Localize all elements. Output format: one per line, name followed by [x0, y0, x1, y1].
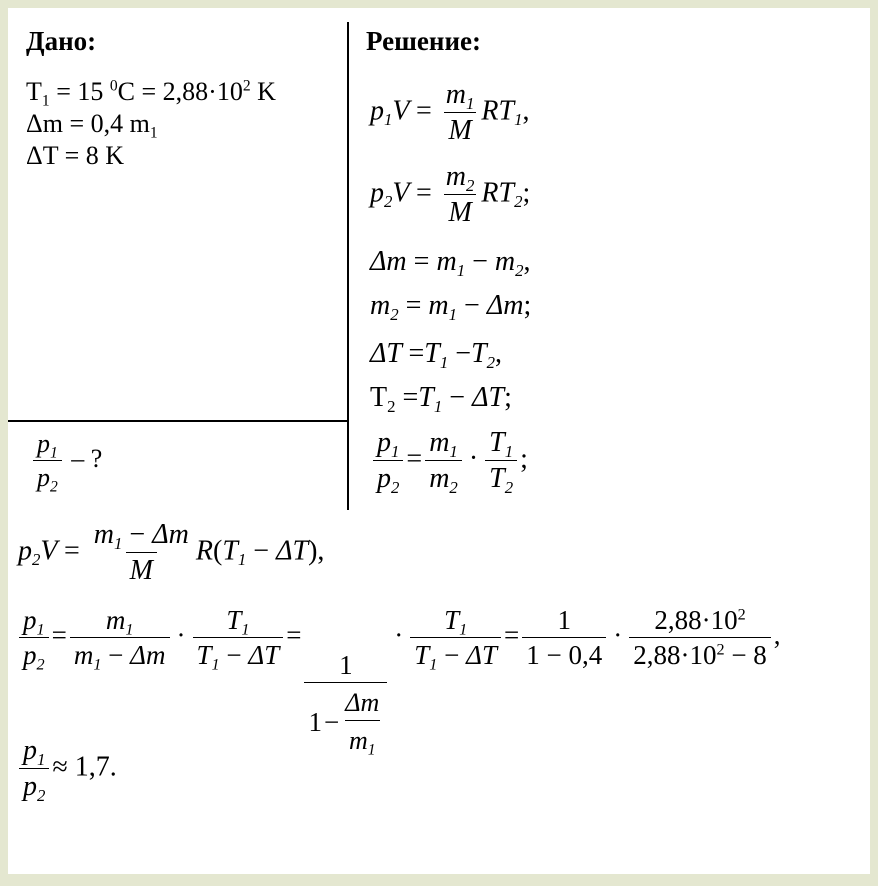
equation-7: $\frac{p_1}{p_2}$ = $\frac{m_1}{m_2}$ · $\frac{T_1}{T_2}$ ;	[370, 428, 528, 494]
equation-8: $p_2V$ = $\frac{m_1 - \Delta m}{M}$ $R(T_1 - \Delta T)$,	[18, 519, 325, 587]
answer: $\frac{p_1}{p_2}$ ≈ 1,7.	[16, 736, 117, 802]
equation-9: $\frac{p_1}{p_2}$ = $\frac{m_1}{m_1 - \Delta m}$ · $\frac{T_1}{T_1 - \Delta T}$ = 1 1 − $\frac{\Delta m}{m_1}$ · $\frac{T_1}{T_1 - \Delta T}$ = $\frac{1}{1 - 0,4}$ · $\frac{2,88\cdot 10^2}{2,88\cdot 10^2 - 8}$ ,	[16, 606, 781, 754]
given-title: Дано:	[26, 26, 97, 56]
problem-sheet	[8, 8, 870, 874]
given-dm: Δm = 0,4 $m_1$	[26, 109, 158, 142]
given-list	[26, 76, 276, 172]
equation-6: $T_2 =T_1 - \Delta T$;	[370, 382, 512, 416]
column-divider	[347, 22, 349, 510]
given-divider	[8, 420, 348, 422]
solution-title: Решение:	[366, 26, 481, 56]
equation-1: $p_1V$ = $\frac{m_1}{M}$ $RT_1$,	[370, 79, 530, 147]
equation-3: $\Delta m = m_1 - m_2$,	[370, 246, 531, 280]
find-expression: $\frac{p_1}{p_2}$ – ?	[30, 430, 102, 492]
equation-5: $\Delta T =T_1 -T_2$,	[370, 338, 503, 372]
equation-4: $m_2 = m_1 - \Delta m$;	[370, 290, 532, 324]
given-dt: ΔT = 8 K	[26, 141, 125, 170]
equation-2: $p_2V$ = $\frac{m_2}{M}$ $RT_2$;	[370, 161, 531, 229]
given-t1: $T_1 = 15$ $^0C = 2,88\cdot 10^2$ K	[26, 77, 276, 110]
